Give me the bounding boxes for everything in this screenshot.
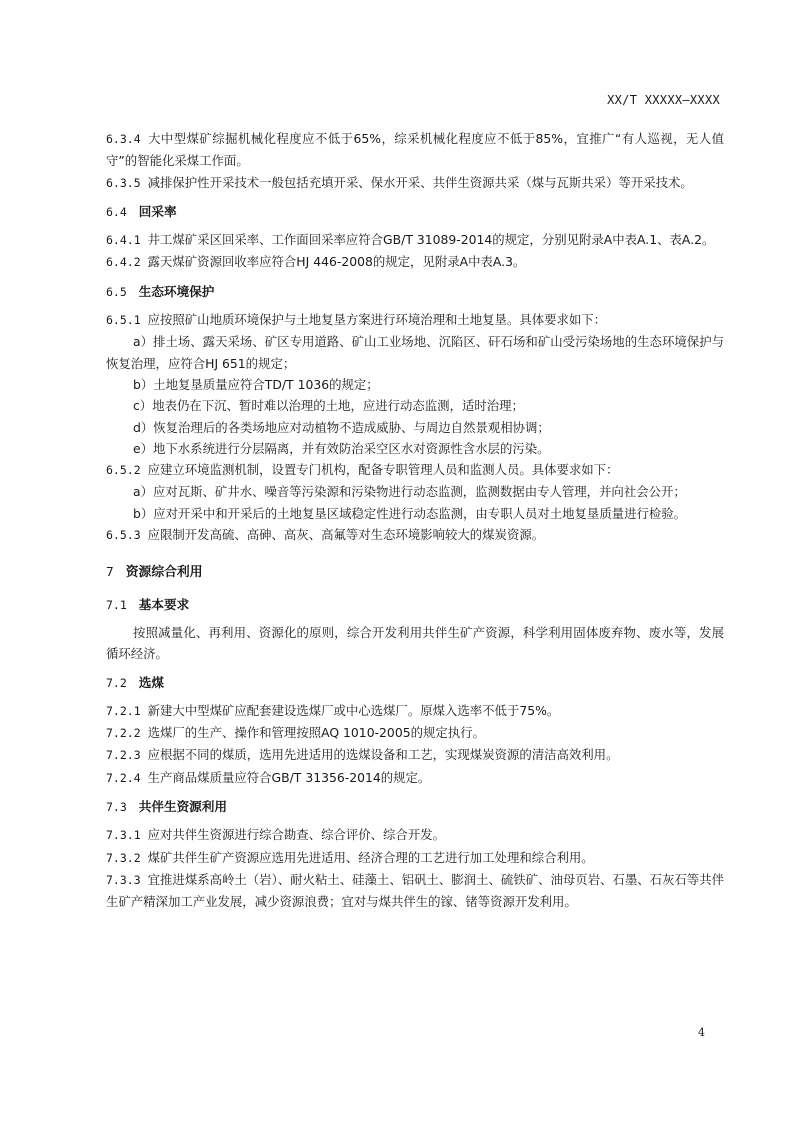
chapter-heading	[106, 562, 724, 583]
clause-paragraph	[106, 869, 724, 913]
heading-number: 7	[106, 565, 114, 581]
list-item: b）应对开采中和开采后的土地复垦区域稳定性进行动态监测，由专职人员对土地复垦质量进行检验。	[133, 505, 687, 521]
clause-text: 大中型煤矿综掘机械化程度应不低于65%，综采机械化程度应不低于85%，宜推广“有人巡视，无人值守”的智能化采煤工作面。	[106, 131, 724, 169]
clause-number: 6.5.2	[106, 463, 141, 478]
heading-text: 基本要求	[138, 596, 190, 612]
list-item: c）地表仍在下沉、暂时难以治理的土地，应进行动态监测，适时治理；	[133, 398, 524, 414]
clause-number: 6.5.3	[106, 528, 141, 543]
clause-paragraph	[106, 722, 724, 744]
heading-text: 选煤	[138, 674, 164, 690]
clause-paragraph	[106, 767, 724, 789]
heading-text: 生态环境保护	[138, 283, 215, 299]
clause-paragraph	[106, 128, 724, 172]
list-item: a）应对瓦斯、矿井水、噪音等污染源和污染物进行动态监测，监测数据由专人管理，并向社会公开；	[133, 484, 686, 500]
page-number: 4	[698, 1026, 705, 1039]
clause-paragraph	[106, 847, 724, 869]
clause-paragraph	[106, 824, 724, 846]
list-item: d）恢复治理后的各类场地应对动植物不造成威胁、与周边自然景观相协调；	[133, 419, 550, 435]
heading-number: 6.5	[106, 284, 127, 299]
clause-text: 应建立环境监测机制，设置专门机构，配备专职管理人员和监测人员。具体要求如下：	[147, 462, 619, 478]
clause-paragraph	[106, 524, 724, 546]
clause-text: 选煤厂的生产、操作和管理按照AQ 1010-2005的规定执行。	[147, 725, 485, 741]
document-body	[106, 128, 724, 913]
heading-text: 回采率	[138, 203, 177, 219]
clause-text: 生产商品煤质量应符合GB/T 31356-2014的规定。	[147, 769, 431, 785]
clause-text: 新建大中型煤矿应配套建设选煤厂或中心选煤厂。原煤入选率不低于75%。	[147, 702, 560, 718]
clause-number: 6.3.5	[106, 175, 141, 190]
section-heading	[106, 281, 724, 303]
clause-paragraph	[106, 309, 724, 331]
clause-text: 露天煤矿资源回收率应符合HJ 446-2008的规定，见附录A中表A.3。	[147, 254, 526, 270]
clause-text: 宜推进煤系高岭土（岩）、耐火粘土、硅藻土、铝矾土、膨润土、硫铁矿、油母页岩、石墨、石灰石等共伴生矿产精深加工产业发展，减少资源浪费；宜对与煤共伴生的镓、锗等资源开发利用。	[106, 871, 724, 910]
section-heading	[106, 796, 724, 818]
clause-text: 应对共伴生资源进行综合勘查、综合评价、综合开发。	[147, 827, 445, 843]
clause-text: 煤矿共伴生矿产资源应选用先进适用、经济合理的工艺进行加工处理和综合利用。	[147, 849, 594, 865]
list-item: a）排土场、露天采场、矿区专用道路、矿山工业场地、沉陷区、矸石场和矿山受污染场地的生态环境保护与恢复治理，应符合HJ 651的规定；	[106, 334, 724, 371]
clause-text: 应按照矿山地质环境保护与土地复垦方案进行环境治理和土地复垦。具体要求如下：	[147, 312, 607, 328]
clause-text: 应限制开发高硫、高砷、高灰、高氟等对生态环境影响较大的煤炭资源。	[147, 527, 545, 543]
clause-paragraph	[106, 172, 724, 194]
clause-paragraph	[106, 744, 724, 766]
heading-number: 7.2	[106, 675, 127, 690]
heading-number: 7.3	[106, 800, 127, 815]
clause-text: 井工煤矿采区回采率、工作面回采率应符合GB/T 31089-2014的规定，分别见附录A中表A.1、表A.2。	[147, 232, 715, 248]
section-heading	[106, 594, 724, 616]
heading-number: 6.4	[106, 204, 127, 219]
clause-text: 减排保护性开采技术一般包括充填开采、保水开采、共伴生资源共采（煤与瓦斯共采）等开采技术。	[147, 174, 693, 190]
clause-paragraph	[106, 459, 724, 481]
clause-number: 7.2.3	[106, 748, 141, 763]
clause-paragraph	[106, 229, 724, 251]
clause-number: 7.2.2	[106, 726, 141, 741]
heading-text: 共伴生资源利用	[138, 799, 227, 815]
clause-number: 7.3.3	[106, 872, 141, 887]
clause-paragraph	[106, 251, 724, 273]
clause-number: 6.4.2	[106, 255, 141, 270]
list-item: b）土地复垦质量应符合TD/T 1036的规定；	[133, 376, 379, 392]
document-code: XX/T XXXXX—XXXX	[607, 93, 720, 107]
clause-number: 6.3.4	[106, 132, 141, 146]
clause-paragraph	[106, 700, 724, 722]
clause-number: 7.2.4	[106, 770, 141, 785]
list-item: e）地下水系统进行分层隔离，并有效防治采空区水对资源性含水层的污染。	[133, 440, 550, 456]
clause-number: 7.3.1	[106, 828, 141, 843]
clause-number: 6.5.1	[106, 313, 141, 328]
section-heading	[106, 201, 724, 223]
heading-number: 7.1	[106, 597, 127, 612]
clause-number: 7.3.2	[106, 850, 141, 865]
list-item: 按照减量化、再利用、资源化的原则，综合开发利用共伴生矿产资源，科学利用固体废弃物、废水等，发展循环经济。	[106, 624, 724, 662]
heading-text: 资源综合利用	[125, 565, 203, 581]
clause-number: 7.2.1	[106, 703, 141, 718]
section-heading	[106, 672, 724, 694]
clause-text: 应根据不同的煤质，选用先进适用的选煤设备和工艺，实现煤炭资源的清洁高效利用。	[147, 747, 619, 763]
clause-number: 6.4.1	[106, 233, 141, 248]
